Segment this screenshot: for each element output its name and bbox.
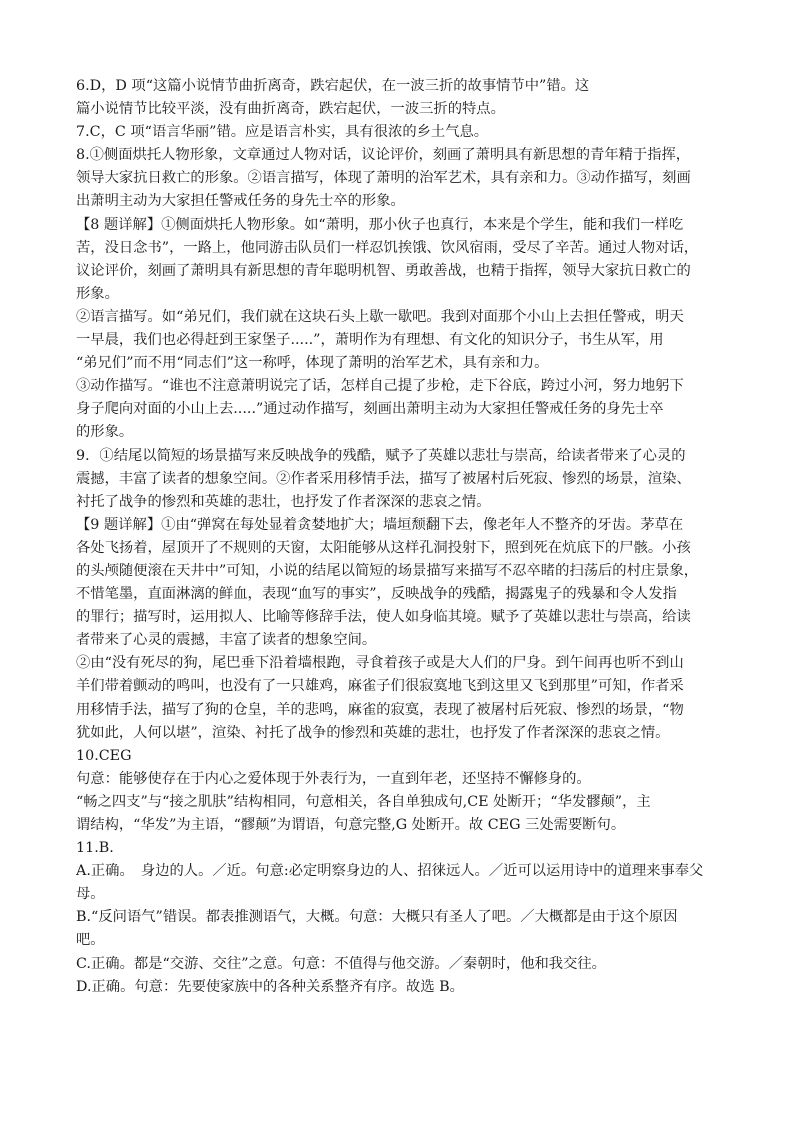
text-line: 者带来了心灵的震撼，丰富了读者的想象空间。 (76, 632, 377, 649)
text-line: 的形象。 (76, 424, 134, 441)
text-line: 6.D，D 项“这篇小说情节曲折离奇，跌宕起伏，在一波三折的故事情节中”错。这 (76, 78, 590, 94)
text-line: 领导大家抗日救亡的形象。②语言描写，体现了萧明的治军艺术，具有亲和力。③动作描写，刻画 (76, 170, 691, 187)
text-line: 10.CEG (76, 747, 132, 764)
text-line: A.正确。 身边的人。／近。句意:必定明察身边的人、招徕远人。／近可以运用诗中的道理来事奉父 (76, 863, 704, 880)
text-line: 的头颅随便滚在天井中”可知，小说的结尾以简短的场景描写来描写不忍卒睹的扫荡后的村庄景象， (76, 562, 699, 579)
text-line: 8.①侧面烘托人物形象，文章通过人物对话，议论评价，刻画了萧明具有新思想的青年精于指挥， (76, 147, 691, 164)
text-line: 用移情手法，描写了狗的仓皇，羊的悲鸣，麻雀的寂寞，表现了被屠村后死寂、惨烈的场景，“物 (76, 701, 684, 718)
text-line: 出萧明主动为大家担任警戒任务的身先士卒的形象。 (76, 193, 405, 210)
text-line: 不惜笔墨，直面淋漓的鲜血，表现“血写的事实”，反映战争的残酷，揭露鬼子的残暴和令人发指 (76, 586, 677, 603)
text-line: 一早晨，我们也必得赶到王家堡子.....”，萧明作为有理想、有文化的知识分子，书生从军，用 (76, 332, 664, 349)
text-line: C.正确。都是“交游、交往”之意。句意：不值得与他交游。／秦朝时，他和我交往。 (76, 955, 606, 972)
text-line: 羊们带着颤动的鸣叫，也没有了一只雄鸡，麻雀子们很寂寞地飞到这里又飞到那里”可知，作者采 (76, 678, 684, 695)
text-line: 的罪行；描写时，运用拟人、比喻等修辞手法，使人如身临其境。赋予了英雄以悲壮与崇高，给读 (76, 609, 691, 626)
text-line: 句意：能够使存在于内心之爱体现于外表行为，一直到年老，还坚持不懈修身的。 (76, 770, 591, 787)
document-body (76, 75, 720, 999)
text-line: 9．①结尾以简短的场景描写来反映战争的残酷，赋予了英雄以悲壮与崇高，给读者带来了心灵的 (76, 447, 686, 464)
text-line: “畅之四支”与“接之肌肤”结构相同，句意相关，各自单独成句,CE 处断开；“华发髎颠”，主 (76, 793, 651, 810)
text-line: 议论评价，刻画了萧明具有新思想的青年聪明机智、勇敢善战，也精于指挥，领导大家抗日救亡的 (76, 262, 691, 279)
text-line: D.正确。句意：先要使家族中的各种关系整齐有序。故选 B。 (76, 978, 464, 995)
text-line: 【8 题详解】①侧面烘托人物形象。如“萧明，那小伙子也真行，本来是个学生，能和我们一样吃 (76, 216, 684, 233)
text-line: 犹如此，人何以堪”，渲染、衬托了战争的惨烈和英雄的悲壮，也抒发了作者深深的悲哀之情。 (76, 724, 670, 741)
text-line: ②语言描写。如“弟兄们，我们就在这块石头上歇一歇吧。我到对面那个小山上去担任警戒，明天 (76, 308, 684, 325)
text-line: 苦，没日念书”，一路上，他同游击队员们一样忍饥挨饿、饮风宿雨，受尽了辛苦。通过人物对话， (76, 239, 699, 256)
text-line: 母。 (76, 886, 105, 903)
text-line: “弟兄们”而不用“同志们”这一称呼，体现了萧明的治军艺术，具有亲和力。 (76, 355, 549, 372)
text-line: 身子爬向对面的小山上去.....”通过动作描写，刻画出萧明主动为大家担任警戒任务的身先士卒 (76, 401, 664, 418)
text-line: ③动作描写。“谁也不注意萧明说完了话，怎样自己提了步枪，走下谷底，跨过小河，努力地躬下 (76, 378, 684, 395)
text-line: 震撼，丰富了读者的想象空间。②作者采用移情手法，描写了被屠村后死寂、惨烈的场景，渲染、 (76, 470, 691, 487)
text-line: B.“反问语气”错误。都表推测语气，大概。句意：大概只有圣人了吧。／大概都是由于这个原因 (76, 909, 678, 926)
text-line: 11.B. (76, 840, 114, 857)
text-line: ②由“没有死尽的狗，尾巴垂下沿着墙根跑，寻食着孩子或是大人们的尸身。到午间再也听不到山 (76, 655, 684, 672)
text-line: 衬托了战争的惨烈和英雄的悲壮，也抒发了作者深深的悲哀之情。 (76, 493, 491, 510)
text-line: 【9 题详解】①由“弹窝在每处显着贪婪地扩大；墙垣颓翻下去，像老年人不整齐的牙齿。茅草在 (76, 516, 684, 533)
text-line: 篇小说情节比较平淡，没有曲折离奇，跌宕起伏，一波三折的特点。 (76, 101, 505, 118)
text-line: 吧。 (76, 932, 105, 949)
text-line: 谓结构，“华发”为主语，“髎颠”为谓语，句意完整,G 处断开。故 CEG 三处需要断句。 (76, 817, 626, 833)
text-line: 各处飞扬着，屋顶开了不规则的天窗，太阳能够从这样孔洞投射下，照到死在炕底下的尸骸。小孩 (76, 539, 691, 556)
text-line: 形象。 (76, 285, 119, 302)
text-line: 7.C，C 项“语言华丽”错。应是语言朴实，具有很浓的乡土气息。 (76, 124, 489, 141)
